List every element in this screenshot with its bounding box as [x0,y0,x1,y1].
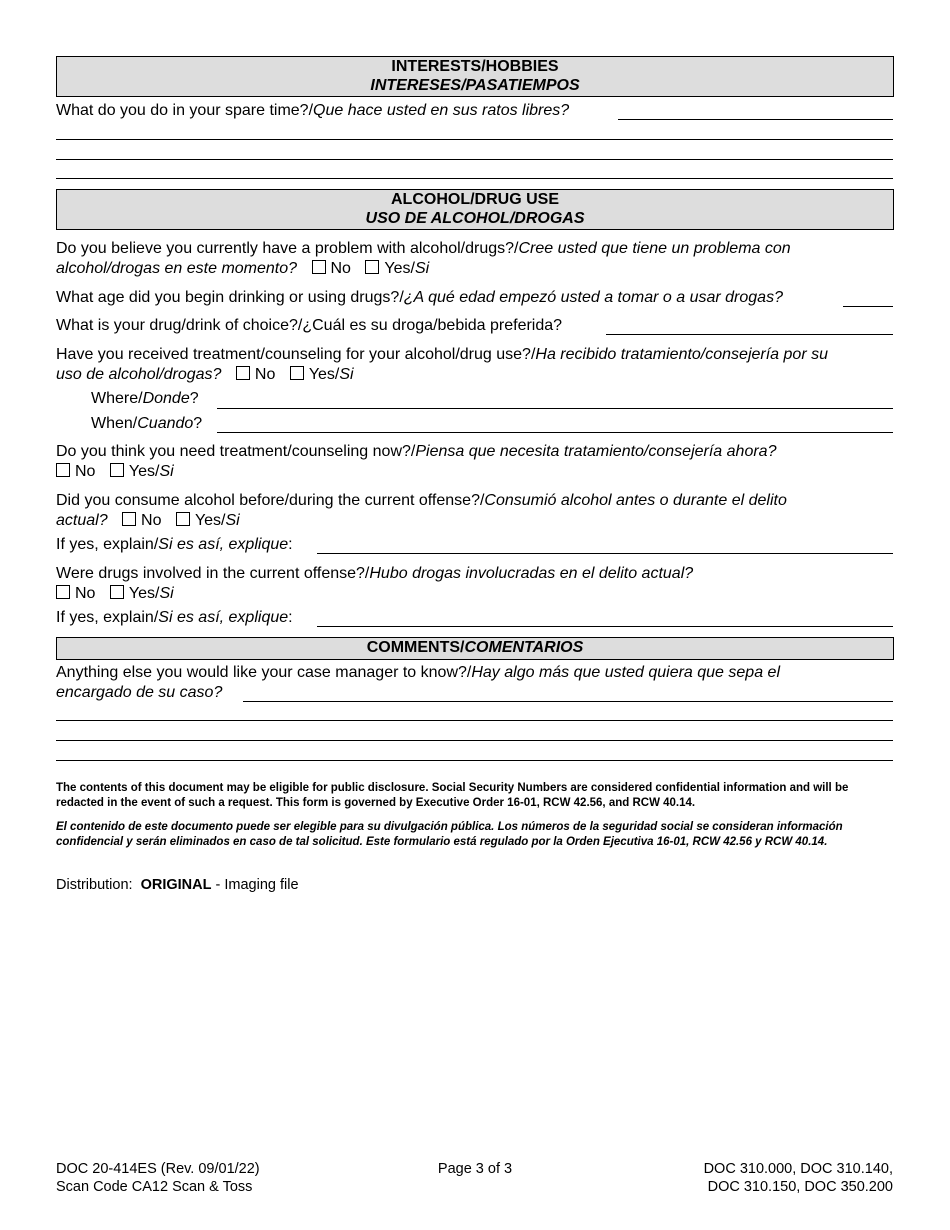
distribution-line [56,877,299,893]
no-label: No [75,463,96,480]
comments-header-en: COMMENTS/ [366,639,465,656]
spare-time-question [56,101,569,121]
case-manager-question-es: Hay algo más que usted quiera que sepa el [471,664,780,681]
alcohol-explain-en: If yes, explain/ [56,536,159,553]
yes-label: Yes/ [308,366,340,383]
problem-question-es: Cree usted que tiene un problema con [518,240,791,257]
page-number: Page 3 of 3 [437,1161,513,1177]
distribution-label: Distribution: [56,877,133,893]
treatment-yes-checkbox[interactable] [290,366,304,380]
disclosure-es: El contenido de este documento puede ser elegible para su divulgación pública. Los números de la seguridad social se consideran información confidencial y serán eliminados en caso de tal solicitud. Este formulario está regulado por la Orden Ejecutiva 16-01, RCW 42.56 y RCW 40.14. [56,821,843,848]
si-label: Si [225,512,240,529]
where-input-line[interactable] [217,408,893,409]
alcohol-offense-yes-checkbox[interactable] [176,512,190,526]
comments-header-es: COMENTARIOS [464,639,584,656]
need-treatment-question-es: Piensa que necesita tratamiento/consejería ahora? [415,443,777,460]
alcohol-offense-question-es-2: actual? [56,512,108,529]
policy-refs-1: DOC 310.000, DOC 310.140, [703,1161,893,1177]
si-label: Si [159,463,174,480]
drugs-offense-question-en: Were drugs involved in the current offense?/ [56,565,370,582]
comments-section-header [56,637,894,660]
scan-code: Scan Code CA12 Scan & Toss [56,1179,253,1195]
treatment-question-es: Ha recibido tratamiento/consejería por su [535,346,828,363]
yes-label: Yes/ [128,585,160,602]
alcohol-offense-question-en: Did you consume alcohol before/during the current offense?/ [56,492,485,509]
case-manager-question-es-2: encargado de su caso? [56,684,223,701]
problem-yes-option[interactable] [365,260,429,277]
yes-label: Yes/ [194,512,226,529]
no-label: No [141,512,162,529]
form-number: DOC 20-414ES (Rev. 09/01/22) [56,1161,260,1177]
alcohol-header-en: ALCOHOL/DRUG USE [391,191,559,208]
where-label [91,389,199,409]
drugs-explain-input-line[interactable] [317,626,893,627]
drugs-offense-question [56,564,693,604]
spare-time-input-line-2[interactable] [56,139,893,140]
problem-yes-checkbox[interactable] [365,260,379,274]
where-label-en: Where/ [91,390,143,407]
interests-header-es: INTERESES/PASATIEMPOS [370,77,580,94]
drugs-explain-en: If yes, explain/ [56,609,159,626]
alcohol-offense-yes-option[interactable] [176,512,240,529]
si-label: Si [339,366,354,383]
problem-question [56,239,791,279]
alcohol-offense-no-option[interactable] [122,512,161,529]
comments-input-line-3[interactable] [56,740,893,741]
need-treatment-question [56,442,776,482]
alcohol-explain-colon: : [288,536,293,553]
when-qmark: ? [193,415,203,432]
si-label: Si [159,585,174,602]
age-question-en: What age did you begin drinking or using drugs?/ [56,289,404,306]
comments-input-line-4[interactable] [56,760,893,761]
problem-no-option[interactable] [312,260,351,277]
age-input-line[interactable] [843,306,893,307]
need-treatment-yes-option[interactable] [110,463,174,480]
no-label: No [254,366,276,383]
treatment-no-checkbox[interactable] [236,366,250,380]
when-input-line[interactable] [217,432,893,433]
need-treatment-no-option[interactable] [56,463,95,480]
drugs-explain-label [56,608,293,628]
yes-label: Yes/ [128,463,160,480]
treatment-question-es-2: uso de alcohol/drogas? [56,366,222,383]
spare-time-input-line-3[interactable] [56,159,893,160]
yes-label: Yes/ [384,260,415,277]
policy-refs-2: DOC 310.150, DOC 350.200 [707,1179,893,1195]
alcohol-section-header [56,189,894,230]
drugs-offense-question-es: Hubo drogas involucradas en el delito actual? [369,565,694,582]
drugs-offense-no-checkbox[interactable] [56,585,70,599]
drugs-offense-yes-option[interactable] [110,585,174,602]
disclosure-en: The contents of this document may be eligible for public disclosure. Social Security Numbers are considered confidential information and will be redacted in the event of such a request. This form is governed by Executive Order 16-01, RCW 42.56, and RCW 40.14. [56,782,849,809]
treatment-question [56,345,828,385]
alcohol-offense-no-checkbox[interactable] [122,512,136,526]
alcohol-explain-es: Si es así, explique [158,536,289,553]
drugs-explain-es: Si es así, explique [158,609,289,626]
alcohol-offense-question-es: Consumió alcohol antes o durante el delito [484,492,787,509]
age-question [56,288,783,308]
age-question-es: ¿A qué edad empezó usted a tomar o a usar drogas? [403,289,783,306]
need-treatment-yes-checkbox[interactable] [110,463,124,477]
distribution-rest: - Imaging file [215,877,299,893]
spare-time-question-en: What do you do in your spare time?/ [56,102,314,119]
spare-time-input-line-4[interactable] [56,178,893,179]
where-label-es: Donde [142,390,190,407]
spare-time-input-line[interactable] [618,119,893,120]
comments-input-line[interactable] [243,701,893,702]
problem-no-checkbox[interactable] [312,260,326,274]
treatment-question-en: Have you received treatment/counseling for your alcohol/drug use?/ [56,346,536,363]
no-label: No [330,260,351,277]
alcohol-header-es: USO DE ALCOHOL/DROGAS [365,210,585,227]
when-label-en: When/ [91,415,138,432]
drugs-explain-colon: : [288,609,293,626]
interests-section-header [56,56,894,97]
need-treatment-no-checkbox[interactable] [56,463,70,477]
drug-choice-question: What is your drug/drink of choice?/¿Cuál es su droga/bebida preferida? [56,317,563,334]
alcohol-explain-label [56,535,293,555]
when-label [91,414,202,434]
no-label: No [75,585,96,602]
need-treatment-question-en: Do you think you need treatment/counseling now?/ [56,443,416,460]
drugs-offense-no-option[interactable] [56,585,95,602]
si-label: Si [414,260,430,277]
drugs-offense-yes-checkbox[interactable] [110,585,124,599]
treatment-no-option[interactable] [236,366,275,383]
treatment-yes-option[interactable] [290,366,354,383]
spare-time-question-es: Que hace usted en sus ratos libres? [313,102,570,119]
comments-input-line-2[interactable] [56,720,893,721]
interests-header-en: INTERESTS/HOBBIES [391,58,559,75]
problem-question-es-2: alcohol/drogas en este momento? [56,260,298,277]
distribution-original: ORIGINAL [140,877,212,893]
problem-question-en: Do you believe you currently have a problem with alcohol/drugs?/ [56,240,519,257]
alcohol-explain-input-line[interactable] [317,553,893,554]
drug-choice-input-line[interactable] [606,334,893,335]
when-label-es: Cuando [137,415,194,432]
alcohol-offense-question [56,491,787,531]
case-manager-question [56,663,780,703]
case-manager-question-en: Anything else you would like your case manager to know?/ [56,664,472,681]
footer-right [704,1160,893,1196]
where-qmark: ? [189,390,199,407]
